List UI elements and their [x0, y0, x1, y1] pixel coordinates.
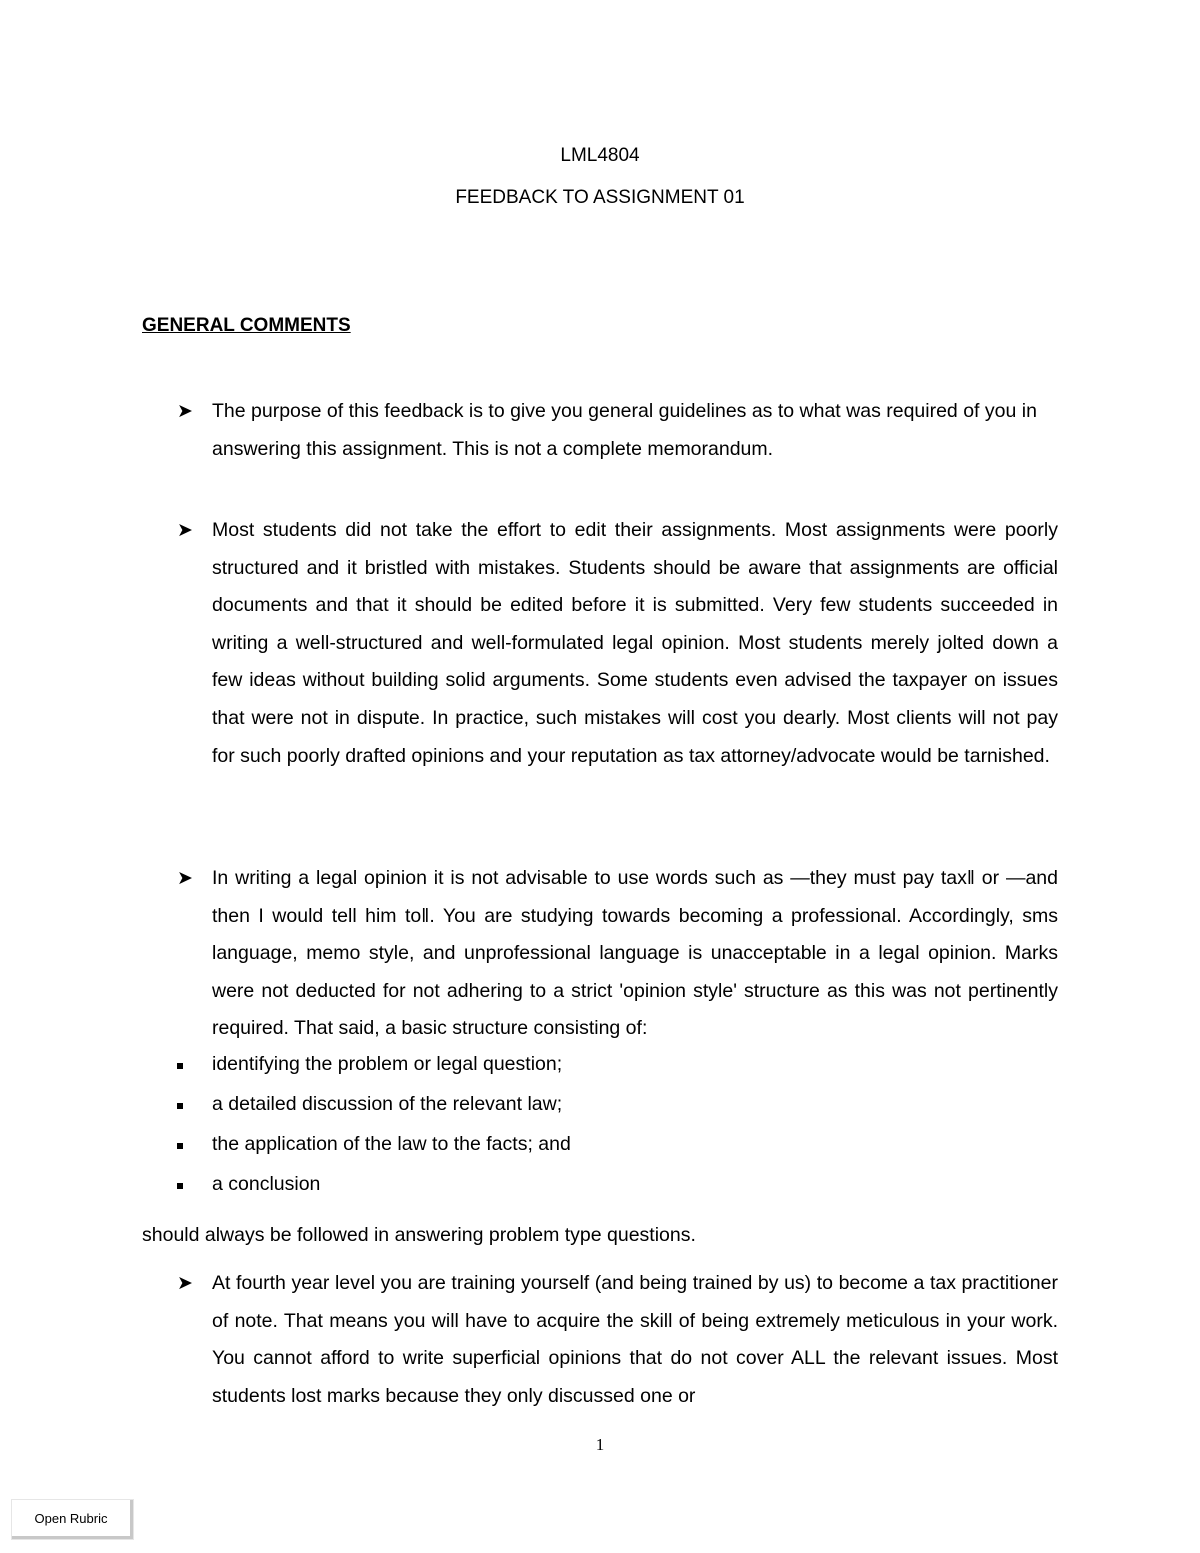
feedback-paragraph-editing: Most students did not take the effort to edit their assignments. Most assignments were poorly structured and it bristled with mistakes. Students should be aware that assignments are official documents and that it should be edited before it is submitted. Very few students succeeded in writing a well-structured and well-formulated legal opinion. Most students merely jolted down a few ideas without building solid arguments. Some students even advised the taxpayer on issues that were not in dispute. In practice, such mistakes will cost you dearly. Most clients will not pay for such poorly drafted opinions and your reputation as tax attorney/advocate would be tarnished.	[212, 519, 1058, 767]
arrow-bullet-icon: ➤	[177, 1273, 193, 1294]
course-code: LML4804	[560, 145, 640, 166]
structure-item: a detailed discussion of the relevant law;	[212, 1093, 563, 1115]
structure-item: identifying the problem or legal question;	[212, 1053, 563, 1075]
arrow-bullet-icon: ➤	[177, 401, 193, 422]
page-number: 1	[595, 1435, 605, 1454]
feedback-paragraph-language: In writing a legal opinion it is not advisable to use words such as —they must pay tax‖ or —and then I would tell him to‖. You are studying towards becoming a professional. Accordingly, sms language, memo style, and unprofessional language is unacceptable in a legal opinion. Marks were not deducted for not adhering to a strict 'opinion style' structure as this was not pertinently required. That said, a basic structure consisting of:	[212, 867, 1058, 1040]
document-title: FEEDBACK TO ASSIGNMENT 01	[455, 187, 745, 208]
square-bullet-icon	[177, 1103, 183, 1109]
square-bullet-icon	[177, 1063, 183, 1069]
open-rubric-button[interactable]: Open Rubric	[12, 1500, 133, 1539]
arrow-bullet-icon: ➤	[177, 520, 193, 541]
feedback-paragraph-practitioner: At fourth year level you are training yourself (and being trained by us) to become a tax practitioner of note. That means you will have to acquire the skill of being extremely meticulous in your work. You cannot afford to write superficial opinions that do not cover ALL the relevant issues. Most students lost marks because they only discussed one or	[212, 1272, 1058, 1407]
structure-item: the application of the law to the facts; and	[212, 1133, 571, 1155]
feedback-paragraph-purpose: The purpose of this feedback is to give you general guidelines as to what was required of you in answering this assignment. This is not a complete memorandum.	[212, 400, 1037, 460]
section-heading: GENERAL COMMENTS	[142, 315, 351, 336]
square-bullet-icon	[177, 1143, 183, 1149]
closing-line: should always be followed in answering problem type questions.	[142, 1224, 696, 1246]
arrow-bullet-icon: ➤	[177, 868, 193, 889]
structure-item: a conclusion	[212, 1173, 321, 1195]
square-bullet-icon	[177, 1183, 183, 1189]
